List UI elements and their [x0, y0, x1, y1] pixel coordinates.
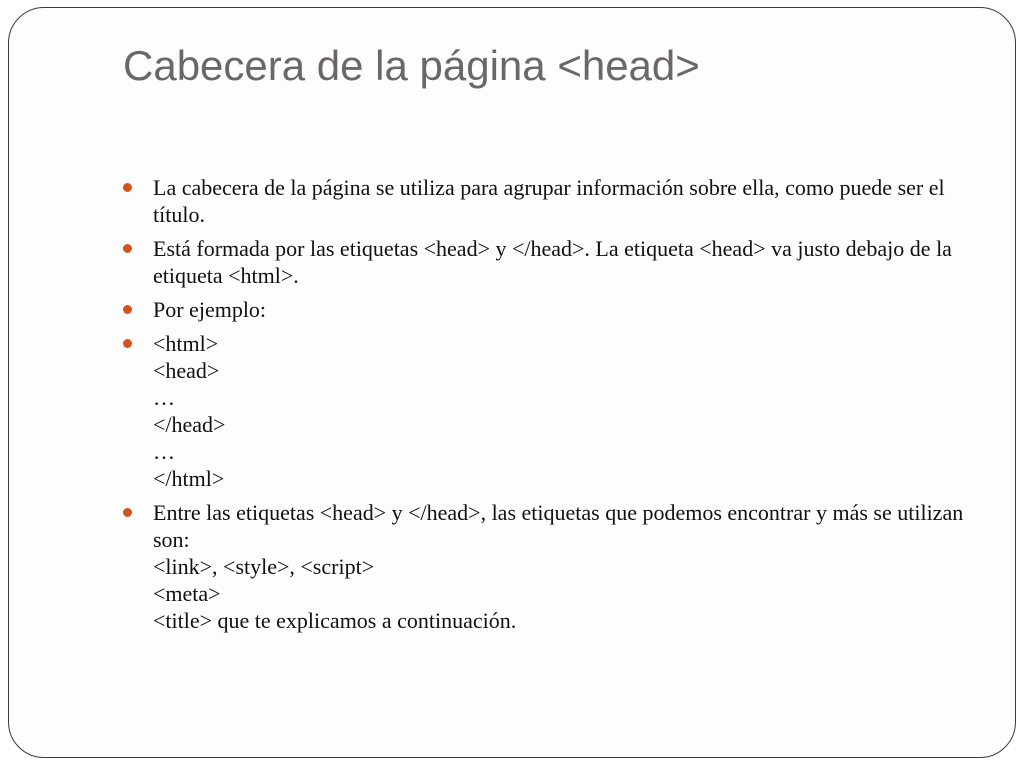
bullet-dot-icon: [123, 339, 132, 348]
code-line: …: [153, 439, 175, 464]
bullet-dot-icon: [123, 508, 132, 517]
code-line: …: [153, 385, 175, 410]
slide-frame: [8, 7, 1016, 758]
bullet-item-common-tags: [123, 499, 973, 634]
code-line: <head>: [153, 358, 220, 383]
code-line: <html>: [153, 331, 219, 356]
bullet-list: [123, 174, 973, 641]
bullet-dot-icon: [123, 244, 132, 253]
bullet-text: Está formada por las etiquetas <head> y </head>. La etiqueta <head> va justo debajo de la etiqueta <html>.: [153, 236, 952, 288]
bullet-item-structure: [123, 235, 973, 289]
slide-title: Cabecera de la página <head>: [123, 42, 700, 89]
code-line: </html>: [153, 466, 225, 491]
tag-line: <title> que te explicamos a continuación.: [153, 608, 517, 633]
bullet-text: Entre las etiquetas <head> y </head>, las etiquetas que podemos encontrar y más se utilizan son:: [153, 500, 964, 552]
bullet-item-purpose: [123, 174, 973, 228]
bullet-text: Por ejemplo:: [153, 297, 267, 322]
bullet-item-example-intro: [123, 296, 973, 323]
bullet-dot-icon: [123, 183, 132, 192]
bullet-text: La cabecera de la página se utiliza para agrupar información sobre ella, como puede ser el título.: [153, 175, 945, 227]
bullet-item-code-example: [123, 330, 973, 492]
bullet-dot-icon: [123, 305, 132, 314]
tag-line: <link>, <style>, <script>: [153, 554, 375, 579]
code-line: </head>: [153, 412, 226, 437]
tag-line: <meta>: [153, 581, 221, 606]
